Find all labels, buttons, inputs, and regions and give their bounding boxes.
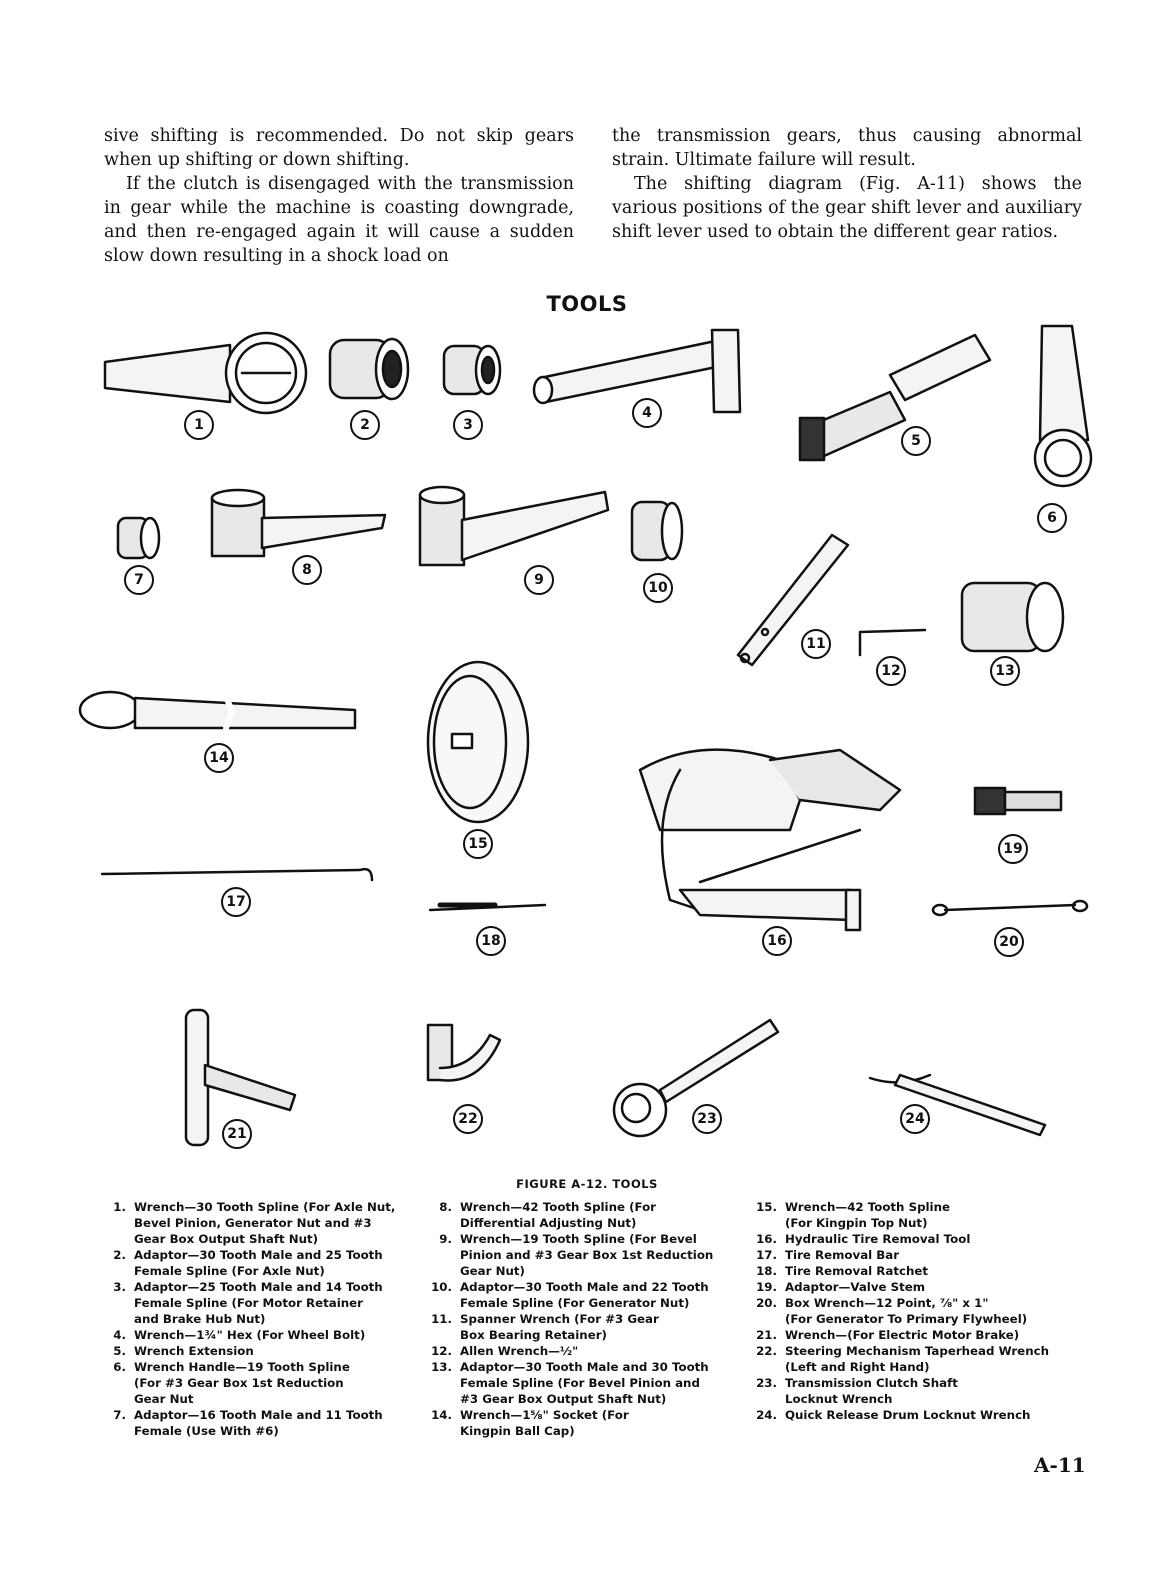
callout-17: 17	[221, 887, 251, 917]
tool-18-ratchet-drawing	[430, 905, 545, 910]
callout-13: 13	[990, 656, 1020, 686]
legend-item: 6. Wrench Handle—19 Tooth Spline (For #3 Gear Box 1st Reduction Gear Nut	[113, 1360, 350, 1406]
callout-20: 20	[994, 927, 1024, 957]
tool-7-adaptor-drawing	[118, 518, 159, 558]
tool-11-spanner-drawing	[738, 535, 848, 665]
tool-10-adaptor-drawing	[632, 502, 682, 560]
callout-7: 7	[124, 565, 154, 595]
legend-item: 11. Spanner Wrench (For #3 Gear Box Bearing Retainer)	[431, 1312, 659, 1342]
legend-item: 14. Wrench—1⅝" Socket (For Kingpin Ball Cap)	[431, 1408, 629, 1438]
tool-3-adaptor-drawing	[444, 346, 500, 394]
legend-item: 13. Adaptor—30 Tooth Male and 30 Tooth Female Spline (For Bevel Pinion and #3 Gear Box Output Shaft Nut)	[431, 1360, 709, 1406]
paragraph: The shifting diagram (Fig. A-11) shows the various positions of the gear shift lever and auxiliary shift lever used to obtain the different gear ratios.	[612, 174, 1082, 242]
legend-item: 18. Tire Removal Ratchet	[756, 1264, 929, 1278]
legend-column-2	[430, 1199, 750, 1439]
legend-item: 7. Adaptor—16 Tooth Male and 11 Tooth Female (Use With #6)	[113, 1408, 383, 1438]
callout-2: 2	[350, 410, 380, 440]
legend-item: 3. Adaptor—25 Tooth Male and 14 Tooth Female Spline (For Motor Retainer and Brake Hub Nut)	[113, 1280, 383, 1326]
tool-12-allen-wrench-drawing	[860, 630, 925, 655]
tool-8-wrench-drawing	[212, 490, 385, 556]
callout-8: 8	[292, 555, 322, 585]
tool-4-hex-wrench-drawing	[534, 330, 740, 412]
callout-12: 12	[876, 656, 906, 686]
tool-5-extension-drawing	[800, 335, 990, 460]
callout-6: 6	[1037, 503, 1067, 533]
tool-6-wrench-handle-drawing	[1035, 326, 1091, 486]
section-title: TOOLS	[546, 292, 628, 316]
callout-10: 10	[643, 573, 673, 603]
legend-item: 2. Adaptor—30 Tooth Male and 25 Tooth Female Spline (For Axle Nut)	[113, 1248, 383, 1278]
callout-14: 14	[204, 743, 234, 773]
callout-3: 3	[453, 410, 483, 440]
paragraph: If the clutch is disengaged with the transmission in gear while the machine is coasting downgrade, and then re-engaged again it will cause a sudden slow down resulting in a shock load on	[104, 174, 574, 266]
legend-item: 19. Adaptor—Valve Stem	[756, 1280, 926, 1294]
tool-15-spline-wrench-drawing	[428, 662, 528, 822]
tool-17-tire-bar-drawing	[102, 869, 372, 880]
tool-16-hydraulic-tool-drawing	[640, 750, 900, 930]
legend-item: 12. Allen Wrench—½"	[431, 1344, 579, 1358]
figure-caption: FIGURE A-12. TOOLS	[516, 1177, 658, 1191]
callout-24: 24	[900, 1104, 930, 1134]
legend-item: 4. Wrench—1¾" Hex (For Wheel Bolt)	[113, 1328, 366, 1342]
callout-4: 4	[632, 398, 662, 428]
paragraph: sive shifting is recommended. Do not skip gears when up shifting or down shifting.	[104, 126, 574, 170]
tool-24-drum-wrench-drawing	[870, 1075, 1045, 1135]
callout-18: 18	[476, 926, 506, 956]
legend-item: 9. Wrench—19 Tooth Spline (For Bevel Pinion and #3 Gear Box 1st Reduction Gear Nut)	[439, 1232, 714, 1278]
callout-1: 1	[184, 410, 214, 440]
legend-item: 24. Quick Release Drum Locknut Wrench	[756, 1408, 1031, 1422]
callout-11: 11	[801, 629, 831, 659]
legend-item: 20. Box Wrench—12 Point, ⅞" x 1" (For Generator To Primary Flywheel)	[756, 1296, 1028, 1326]
callout-19: 19	[998, 834, 1028, 864]
legend-column-1	[104, 1199, 404, 1439]
callout-16: 16	[762, 926, 792, 956]
callout-23: 23	[692, 1104, 722, 1134]
callout-9: 9	[524, 565, 554, 595]
legend-item: 8. Wrench—42 Tooth Spline (For Differential Adjusting Nut)	[439, 1200, 656, 1230]
legend-item: 10. Adaptor—30 Tooth Male and 22 Tooth Female Spline (For Generator Nut)	[431, 1280, 709, 1310]
tool-19-valve-stem-adaptor-drawing	[975, 788, 1061, 814]
tool-22-taperhead-wrench-drawing	[428, 1025, 500, 1081]
callout-22: 22	[453, 1104, 483, 1134]
tool-20-box-wrench-drawing	[933, 901, 1087, 915]
tool-14-socket-wrench-drawing	[80, 692, 355, 728]
paragraph: the transmission gears, thus causing abnormal strain. Ultimate failure will result.	[612, 126, 1082, 170]
legend-item: 1. Wrench—30 Tooth Spline (For Axle Nut, Bevel Pinion, Generator Nut and #3 Gear Box Output Shaft Nut)	[113, 1200, 396, 1246]
tool-2-adaptor-drawing	[330, 339, 408, 399]
legend-item: 22. Steering Mechanism Taperhead Wrench (Left and Right Hand)	[756, 1344, 1049, 1374]
legend-column-3	[755, 1199, 1075, 1423]
tool-9-wrench-drawing	[420, 487, 608, 565]
page-number: A-11	[1034, 1453, 1086, 1477]
callout-15: 15	[463, 829, 493, 859]
legend-item: 5. Wrench Extension	[113, 1344, 254, 1358]
legend-item: 15. Wrench—42 Tooth Spline (For Kingpin Top Nut)	[756, 1200, 950, 1230]
legend-item: 16. Hydraulic Tire Removal Tool	[756, 1232, 971, 1246]
tool-1-wrench-drawing	[105, 333, 306, 413]
tool-13-adaptor-drawing	[962, 583, 1063, 651]
legend-item: 17. Tire Removal Bar	[756, 1248, 900, 1262]
callout-21: 21	[222, 1119, 252, 1149]
legend-item: 23. Transmission Clutch Shaft Locknut Wrench	[756, 1376, 958, 1406]
callout-5: 5	[901, 426, 931, 456]
legend-item: 21. Wrench—(For Electric Motor Brake)	[756, 1328, 1020, 1342]
